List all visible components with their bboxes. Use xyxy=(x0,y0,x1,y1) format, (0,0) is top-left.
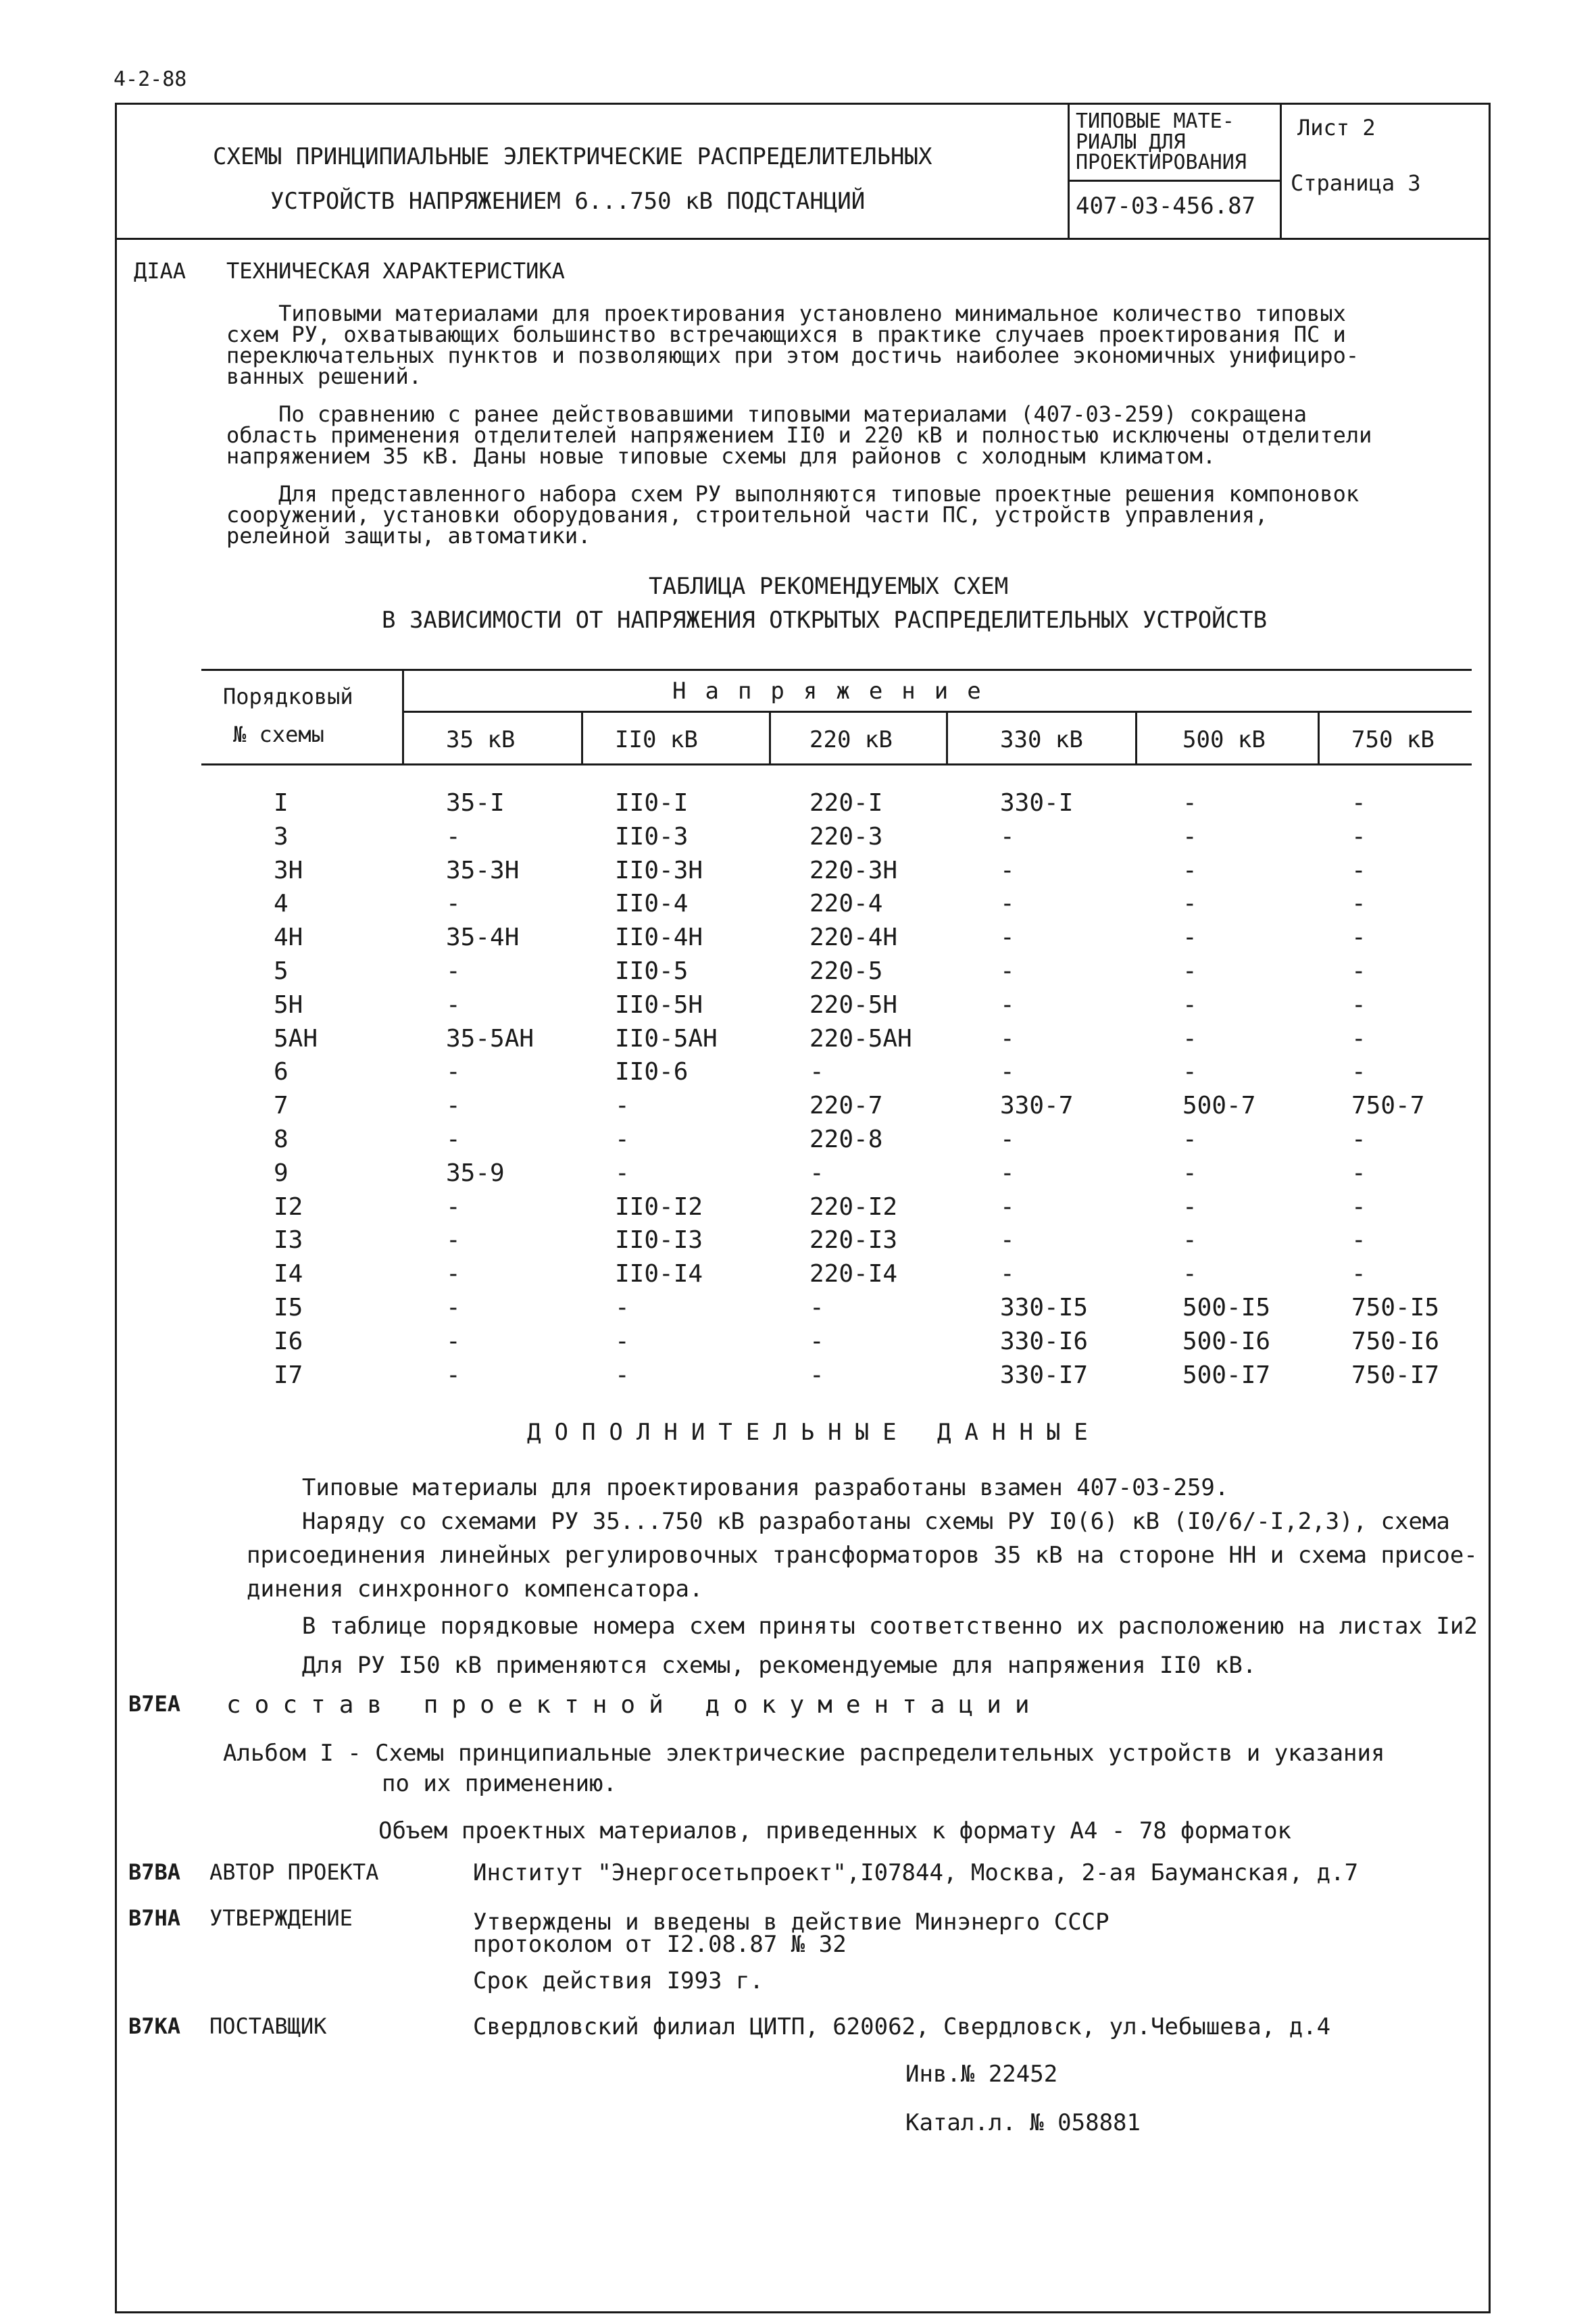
approval-label: УТВЕРЖДЕНИЕ xyxy=(209,1905,353,1931)
table-row-number: 6 xyxy=(274,1058,289,1086)
voltage-header: Напряжение xyxy=(672,678,1000,705)
table-cell: - xyxy=(1351,1025,1366,1053)
table-cell: II0-5Н xyxy=(615,991,703,1019)
table-cell: II0-6 xyxy=(615,1058,689,1086)
table-cell: - xyxy=(1182,1260,1197,1288)
table-cell: - xyxy=(1351,924,1366,951)
table-cell: - xyxy=(446,1193,461,1221)
table-cell: 220-4 xyxy=(809,890,883,917)
table-cell: 220-5Н xyxy=(809,991,898,1019)
table-cell: - xyxy=(1000,890,1015,917)
table-cell: II0-3Н xyxy=(615,857,703,884)
header-divider xyxy=(115,238,1491,240)
table-cell: 330-7 xyxy=(1000,1092,1074,1120)
table-cell: II0-4 xyxy=(615,890,689,917)
table-cell: II0-3 xyxy=(615,823,689,851)
table-cell: - xyxy=(1351,857,1366,884)
table-cell: - xyxy=(1182,1193,1197,1221)
table-row-number: I3 xyxy=(274,1226,303,1254)
series-code: 407-03-456.87 xyxy=(1076,193,1256,220)
author-text: Институт "Энергосетьпроект",I07844, Москва, 2-ая Бауманская, д.7 xyxy=(473,1859,1359,1886)
table-cell: - xyxy=(446,1092,461,1120)
additional-heading: ДОПОЛНИТЕЛЬНЫЕ ДАННЫЕ xyxy=(527,1419,1101,1446)
table-col-divider-0 xyxy=(402,669,404,763)
tech-p3-line2: сооружений, установки оборудования, строительной части ПС, устройств управления, xyxy=(226,502,1268,528)
table-cell: - xyxy=(1182,1226,1197,1254)
table-cell: - xyxy=(1182,823,1197,851)
table-header-bottom-rule xyxy=(201,763,1472,765)
table-cell: - xyxy=(1000,1025,1015,1053)
table-cell: - xyxy=(446,1126,461,1153)
header-vline-1 xyxy=(1068,103,1070,238)
col-number-header-line1: Порядковый xyxy=(223,684,353,709)
table-cell: - xyxy=(1182,957,1197,985)
tech-p2-line3: напряжением 35 кВ. Даны новые типовые схемы для районов с холодным климатом. xyxy=(226,443,1216,469)
document-title-line2: УСТРОЙСТВ НАПРЯЖЕНИЕМ 6...750 кВ ПОДСТАНЦИЙ xyxy=(270,188,866,215)
additional-line4: динения синхронного компенсатора. xyxy=(247,1576,703,1603)
table-cell: II0-I4 xyxy=(615,1260,703,1288)
table-row-number: I5 xyxy=(274,1294,303,1322)
table-cell: 330-I7 xyxy=(1000,1361,1089,1389)
additional-line6: Для РУ I50 кВ применяются схемы, рекомендуемые для напряжения II0 кВ. xyxy=(247,1652,1257,1679)
table-row-number: 5АН xyxy=(274,1025,318,1053)
table-cell: 330-I6 xyxy=(1000,1328,1089,1355)
table-cell: - xyxy=(615,1126,630,1153)
table-cell: 330-I xyxy=(1000,789,1074,817)
approval-line3: Срок действия I993 г. xyxy=(473,1967,764,1994)
col-header-220: 220 кВ xyxy=(809,726,893,753)
table-cell: - xyxy=(446,1226,461,1254)
table-cell: - xyxy=(1182,991,1197,1019)
table-cell: - xyxy=(615,1159,630,1187)
table-row-number: 5Н xyxy=(274,991,303,1019)
table-cell: 220-I xyxy=(809,789,883,817)
col-header-110: II0 кВ xyxy=(615,726,698,753)
approval-code: В7НА xyxy=(128,1905,181,1931)
table-cell: II0-I2 xyxy=(615,1193,703,1221)
volume-line: Объем проектных материалов, приведенных к формату А4 - 78 форматок xyxy=(378,1817,1292,1844)
col-header-330: 330 кВ xyxy=(1000,726,1083,753)
document-title-line1: СХЕМЫ ПРИНЦИПИАЛЬНЫЕ ЭЛЕКТРИЧЕСКИЕ РАСПРЕДЕЛИТЕЛЬНЫХ xyxy=(213,143,932,170)
author-code: В7ВА xyxy=(128,1859,181,1885)
table-cell: - xyxy=(1000,1126,1015,1153)
table-cell: 220-8 xyxy=(809,1126,883,1153)
approval-line1: Утверждены и введены в действие Минэнерго СССР xyxy=(473,1909,1109,1936)
table-cell: 220-5 xyxy=(809,957,883,985)
table-cell: 35-9 xyxy=(446,1159,505,1187)
composition-code: В7ЕА xyxy=(128,1691,181,1717)
table-cell: 500-I7 xyxy=(1182,1361,1271,1389)
header-vline-2 xyxy=(1280,103,1282,238)
table-cell: 330-I5 xyxy=(1000,1294,1089,1322)
table-cell: - xyxy=(446,890,461,917)
table-title-line1: ТАБЛИЦА РЕКОМЕНДУЕМЫХ СХЕМ xyxy=(649,573,1009,600)
table-cell: - xyxy=(446,1058,461,1086)
table-cell: - xyxy=(1000,857,1015,884)
col-header-500: 500 кВ xyxy=(1182,726,1266,753)
approval-line2: протоколом от I2.08.87 № 32 xyxy=(473,1931,847,1958)
table-cell: - xyxy=(1351,1126,1366,1153)
tech-p2-line1: По сравнению с ранее действовавшими типовыми материалами (407-03-259) сокращена xyxy=(226,401,1307,427)
table-cell: - xyxy=(446,823,461,851)
table-row-number: I6 xyxy=(274,1328,303,1355)
table-cell: 750-I5 xyxy=(1351,1294,1440,1322)
table-col-divider-3 xyxy=(946,711,948,763)
table-cell: - xyxy=(446,991,461,1019)
table-cell: - xyxy=(809,1058,824,1086)
table-col-divider-2 xyxy=(769,711,771,763)
table-cell: - xyxy=(1351,1159,1366,1187)
table-cell: - xyxy=(446,1260,461,1288)
table-cell: 750-I7 xyxy=(1351,1361,1440,1389)
table-row-number: I7 xyxy=(274,1361,303,1389)
table-cell: 500-I6 xyxy=(1182,1328,1271,1355)
table-cell: 220-3 xyxy=(809,823,883,851)
table-cell: - xyxy=(1351,1226,1366,1254)
table-col-divider-5 xyxy=(1318,711,1320,763)
table-cell: - xyxy=(1182,789,1197,817)
album-line2: по их применению. xyxy=(382,1770,617,1797)
table-cell: - xyxy=(1000,957,1015,985)
supplier-label: ПОСТАВЩИК xyxy=(209,2013,327,2039)
additional-line5: В таблице порядковые номера схем приняты соответственно их расположению на листах Iи2 xyxy=(247,1613,1478,1640)
table-cell: 220-I2 xyxy=(809,1193,898,1221)
table-col-divider-1 xyxy=(581,711,583,763)
page-code: 4-2-88 xyxy=(114,68,187,91)
tech-p1-line3: переключательных пунктов и позволяющих при этом достичь наиболее экономичных унифициро- xyxy=(226,343,1360,368)
table-cell: - xyxy=(1000,1058,1015,1086)
table-cell: - xyxy=(615,1328,630,1355)
series-line1: ТИПОВЫЕ МАТЕ- xyxy=(1076,109,1235,133)
table-cell: 35-3Н xyxy=(446,857,520,884)
table-cell: 500-I5 xyxy=(1182,1294,1271,1322)
inventory-number: Инв.№ 22452 xyxy=(905,2061,1058,2088)
table-cell: - xyxy=(446,957,461,985)
table-cell: - xyxy=(446,1361,461,1389)
table-cell: - xyxy=(615,1294,630,1322)
tech-heading: ТЕХНИЧЕСКАЯ ХАРАКТЕРИСТИКА xyxy=(226,258,565,284)
table-cell: - xyxy=(1351,1260,1366,1288)
tech-p3-line1: Для представленного набора схем РУ выполняются типовые проектные решения компоновок xyxy=(226,481,1360,507)
table-cell: - xyxy=(446,1328,461,1355)
sheet-number: Лист 2 xyxy=(1297,115,1376,141)
table-row-number: 5 xyxy=(274,957,289,985)
table-cell: - xyxy=(1351,957,1366,985)
table-cell: 220-I4 xyxy=(809,1260,898,1288)
table-cell: II0-5 xyxy=(615,957,689,985)
table-cell: - xyxy=(1182,1159,1197,1187)
series-line3: ПРОЕКТИРОВАНИЯ xyxy=(1076,151,1247,174)
table-cell: - xyxy=(1351,1193,1366,1221)
table-cell: - xyxy=(1182,924,1197,951)
table-cell: 220-4Н xyxy=(809,924,898,951)
table-cell: - xyxy=(1182,1025,1197,1053)
table-row-number: 9 xyxy=(274,1159,289,1187)
catalog-number: Катал.л. № 058881 xyxy=(905,2109,1141,2136)
table-cell: - xyxy=(1351,789,1366,817)
table-cell: 220-7 xyxy=(809,1092,883,1120)
table-cell: II0-4Н xyxy=(615,924,703,951)
table-cell: - xyxy=(1000,1260,1015,1288)
table-cell: - xyxy=(615,1092,630,1120)
table-cell: 750-I6 xyxy=(1351,1328,1440,1355)
table-cell: - xyxy=(1000,1226,1015,1254)
table-cell: - xyxy=(1182,857,1197,884)
table-cell: II0-I3 xyxy=(615,1226,703,1254)
table-cell: - xyxy=(1182,890,1197,917)
tech-p3-line3: релейной защиты, автоматики. xyxy=(226,523,591,549)
table-row-number: 3 xyxy=(274,823,289,851)
table-cell: - xyxy=(1000,1159,1015,1187)
tech-p1-line4: ванных решений. xyxy=(226,363,422,389)
tech-p1-line2: схем РУ, охватывающих большинство встречающихся в практике случаев проектирования ПС и xyxy=(226,322,1346,347)
table-cell: - xyxy=(1351,991,1366,1019)
table-cell: - xyxy=(446,1294,461,1322)
table-cell: - xyxy=(1000,1193,1015,1221)
table-row-number: 3Н xyxy=(274,857,303,884)
table-cell: II0-I xyxy=(615,789,689,817)
table-cell: 220-3Н xyxy=(809,857,898,884)
table-cell: - xyxy=(1351,1058,1366,1086)
table-cell: - xyxy=(1000,823,1015,851)
table-row-number: I xyxy=(274,789,289,817)
additional-line1: Типовые материалы для проектирования разработаны взамен 407-03-259. xyxy=(247,1474,1229,1501)
supplier-text: Свердловский филиал ЦИТП, 620062, Свердловск, ул.Чебышева, д.4 xyxy=(473,2013,1331,2040)
table-cell: - xyxy=(1182,1058,1197,1086)
author-label: АВТОР ПРОЕКТА xyxy=(209,1859,379,1885)
table-row-number: I2 xyxy=(274,1193,303,1221)
table-cell: 35-4Н xyxy=(446,924,520,951)
tech-code: ДIАА xyxy=(134,258,186,284)
col-header-35: 35 кВ xyxy=(446,726,516,753)
supplier-code: В7КА xyxy=(128,2013,181,2039)
tech-p1-line1: Типовыми материалами для проектирования установлено минимальное количество типовых xyxy=(226,301,1346,326)
col-header-750: 750 кВ xyxy=(1351,726,1435,753)
page-number: Страница 3 xyxy=(1291,170,1421,196)
table-cell: - xyxy=(809,1159,824,1187)
table-cell: 220-5АН xyxy=(809,1025,912,1053)
col-number-header-line2: № схемы xyxy=(233,722,324,747)
table-cell: 35-I xyxy=(446,789,505,817)
composition-heading: состав проектной документации xyxy=(226,1691,1043,1719)
table-cell: - xyxy=(615,1361,630,1389)
additional-line2: Наряду со схемами РУ 35...750 кВ разработаны схемы РУ I0(6) кВ (I0/6/-I,2,3), схема xyxy=(247,1508,1450,1535)
table-cell: II0-5АН xyxy=(615,1025,718,1053)
table-title-line2: В ЗАВИСИМОСТИ ОТ НАПРЯЖЕНИЯ ОТКРЫТЫХ РАСПРЕДЕЛИТЕЛЬНЫХ УСТРОЙСТВ xyxy=(382,607,1268,634)
table-cell: - xyxy=(1351,890,1366,917)
table-cell: - xyxy=(1000,924,1015,951)
table-cell: 500-7 xyxy=(1182,1092,1256,1120)
table-cell: - xyxy=(1000,991,1015,1019)
table-cell: - xyxy=(809,1361,824,1389)
additional-line3: присоединения линейных регулировочных трансформаторов 35 кВ на стороне НН и схема присое- xyxy=(247,1542,1478,1569)
series-line2: РИАЛЫ ДЛЯ xyxy=(1076,130,1186,154)
table-row-number: 4Н xyxy=(274,924,303,951)
tech-p2-line2: область применения отделителей напряжением II0 и 220 кВ и полностью исключены отделители xyxy=(226,422,1372,448)
table-row-number: 7 xyxy=(274,1092,289,1120)
table-cell: 220-I3 xyxy=(809,1226,898,1254)
table-row-number: 4 xyxy=(274,890,289,917)
table-cell: - xyxy=(1351,823,1366,851)
table-top-rule xyxy=(201,669,1472,671)
table-row-number: 8 xyxy=(274,1126,289,1153)
table-cell: 35-5АН xyxy=(446,1025,534,1053)
header-series-divider xyxy=(1068,180,1280,182)
table-cell: - xyxy=(809,1328,824,1355)
table-cell: - xyxy=(1182,1126,1197,1153)
table-row-number: I4 xyxy=(274,1260,303,1288)
album-line1: Альбом I - Схемы принципиальные электрические распределительных устройств и указания xyxy=(223,1740,1385,1767)
table-cell: - xyxy=(809,1294,824,1322)
table-cell: 750-7 xyxy=(1351,1092,1425,1120)
table-col-divider-4 xyxy=(1135,711,1137,763)
table-voltage-rule xyxy=(402,711,1472,713)
